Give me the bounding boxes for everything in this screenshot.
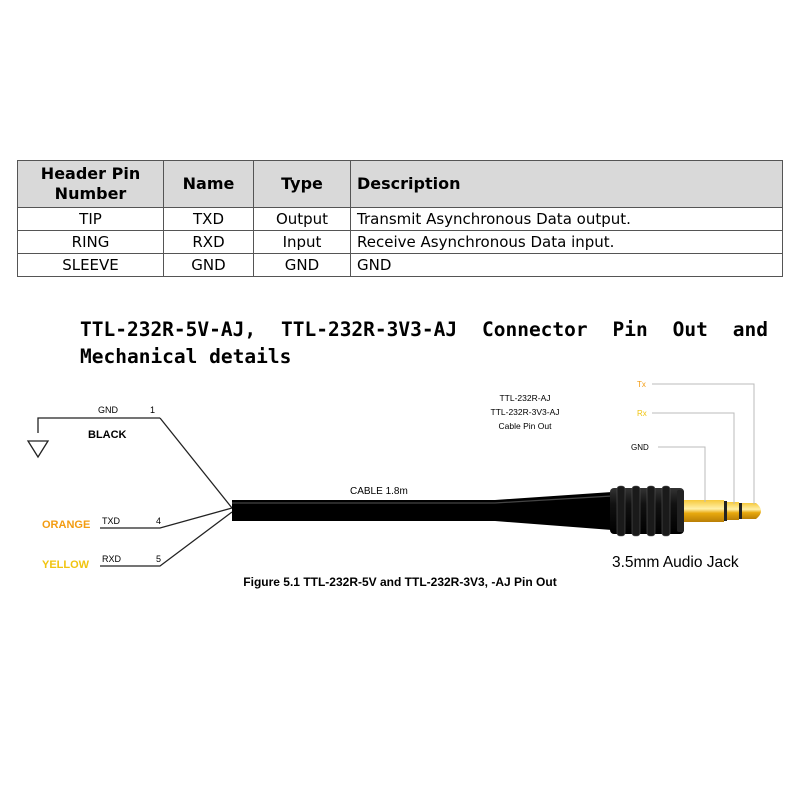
cell-pin: RING xyxy=(18,231,164,254)
wire-rxd-color: YELLOW xyxy=(42,559,90,571)
wire-txd-pin: 4 xyxy=(156,516,162,526)
pinout-title-line-3: Cable Pin Out xyxy=(498,421,552,431)
jack-tx-label: Tx xyxy=(637,380,646,389)
jack-rx-label: Rx xyxy=(637,409,647,418)
wire-txd-signal: TXD xyxy=(102,516,120,526)
cell-type: Output xyxy=(254,208,351,231)
cell-description: GND xyxy=(351,254,783,277)
cell-type: GND xyxy=(254,254,351,277)
wire-rxd-pin: 5 xyxy=(156,554,162,564)
wire-gnd-pin: 1 xyxy=(150,405,156,415)
pinout-title xyxy=(491,393,560,431)
table-row xyxy=(18,208,783,231)
header-description: Description xyxy=(351,161,783,208)
jack-name-label: 3.5mm Audio Jack xyxy=(612,554,739,571)
cell-name: TXD xyxy=(164,208,254,231)
cell-type: Input xyxy=(254,231,351,254)
pin-table xyxy=(17,160,783,277)
wire-rxd-signal: RXD xyxy=(102,554,122,564)
wire-gnd-signal: GND xyxy=(98,405,118,415)
header-pin-number: Header Pin Number xyxy=(18,161,164,208)
cell-description: Transmit Asynchronous Data output. xyxy=(351,208,783,231)
cable-body xyxy=(232,492,612,530)
section-heading: TTL-232R-5V-AJ, TTL-232R-3V3-AJ Connector Pin Out and Mechanical details xyxy=(80,318,768,368)
cell-pin: SLEEVE xyxy=(18,254,164,277)
jack-plug-icon xyxy=(684,500,761,522)
plug-housing xyxy=(610,486,684,536)
table-row xyxy=(18,231,783,254)
jack-gnd-label: GND xyxy=(631,443,649,452)
cell-description: Receive Asynchronous Data input. xyxy=(351,231,783,254)
cell-pin: TIP xyxy=(18,208,164,231)
pinout-title-line-1: TTL-232R-AJ xyxy=(499,393,551,403)
cell-name: RXD xyxy=(164,231,254,254)
wire-gnd-color: BLACK xyxy=(88,429,127,441)
wire-txd-color: ORANGE xyxy=(42,519,91,531)
table-row xyxy=(18,254,783,277)
cable-length-label: CABLE 1.8m xyxy=(350,486,408,497)
figure-caption: Figure 5.1 TTL-232R-5V and TTL-232R-3V3, -AJ Pin Out xyxy=(243,575,557,589)
header-name: Name xyxy=(164,161,254,208)
header-type: Type xyxy=(254,161,351,208)
table-header-row xyxy=(18,161,783,208)
cable-pinout-diagram xyxy=(0,370,800,610)
cell-name: GND xyxy=(164,254,254,277)
pinout-title-line-2: TTL-232R-3V3-AJ xyxy=(490,407,560,417)
